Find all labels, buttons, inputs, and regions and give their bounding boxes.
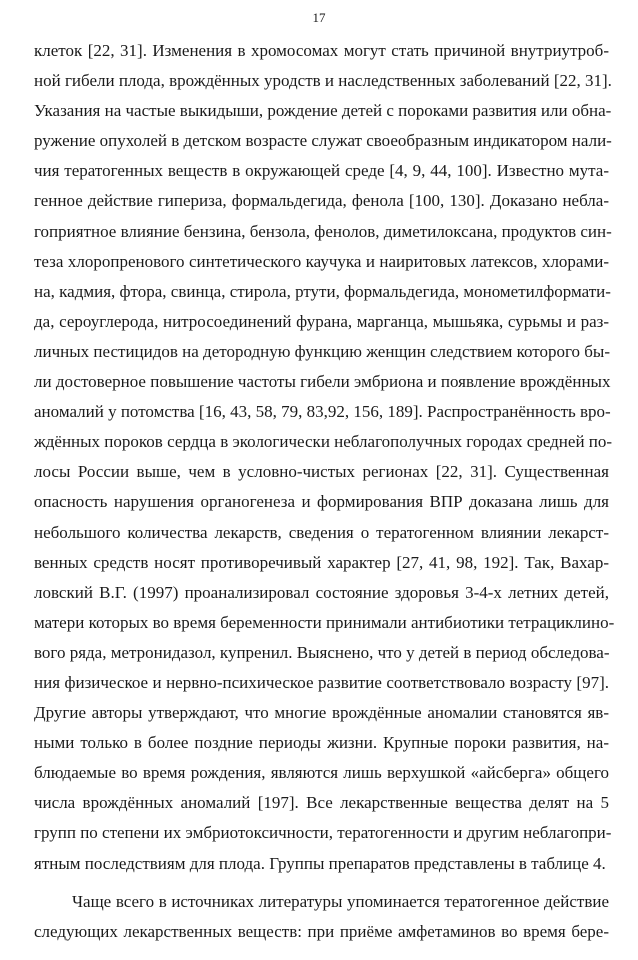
text-line: ли достоверное повышение частоты гибели эмбриона и появление врождённых bbox=[34, 372, 611, 392]
text-line: ружение опухолей в детском возрасте служат своеобразным индикатором нали- bbox=[34, 131, 612, 151]
text-line: гоприятное влияние бензина, бензола, фенолов, диметилоксана, продуктов син- bbox=[34, 221, 612, 241]
text-line: следующих лекарственных веществ: при приёме амфетаминов во время бере- bbox=[34, 921, 609, 941]
text-line: теза хлоропренового синтетического каучука и наиритовых латексов, хлорами- bbox=[34, 251, 609, 271]
text-line: ловский В.Г. (1997) проанализировал состояние здоровья 3-4-х летних детей, bbox=[34, 582, 609, 602]
text-line: числа врождённых аномалий [197]. Все лекарственные вещества делят на 5 bbox=[34, 793, 609, 813]
paragraph-gap bbox=[34, 879, 609, 887]
text-line: матери которых во время беременности принимали антибиотики тетрациклино- bbox=[34, 612, 615, 632]
text-line: венных средств носят противоречивый характер [27, 41, 98, 192]. Так, Вахар- bbox=[34, 552, 609, 572]
text-line: блюдаемые во время рождения, являются лишь верхушкой «айсберга» общего bbox=[34, 763, 609, 783]
text-line: аномалий у потомства [16, 43, 58, 79, 83,92, 156, 189]. Распространённость вро- bbox=[34, 402, 611, 422]
text-line: клеток [22, 31]. Изменения в хромосомах могут стать причиной внутриутроб- bbox=[34, 41, 609, 60]
text-line: небольшого количества лекарств, сведения о тератогенном влиянии лекарст- bbox=[34, 522, 609, 542]
page-number: 17 bbox=[312, 10, 326, 25]
text-line: опасность нарушения органогенеза и формирования ВПР доказана лишь для bbox=[34, 492, 609, 512]
text-line: лосы России выше, чем в условно-чистых регионах [22, 31]. Существенная bbox=[34, 462, 609, 482]
text-line: генное действие гипериза, формальдегида, фенола [100, 130]. Доказано небла- bbox=[34, 191, 609, 211]
text-line: ния физическое и нервно-психическое развитие соответствовало возрасту [97]. bbox=[34, 672, 609, 692]
text-line: да, сероуглерода, нитросоединений фурана, марганца, мышьяка, сурьмы и раз- bbox=[34, 311, 609, 331]
text-line: на, кадмия, фтора, свинца, стирола, ртути, формальдегида, монометилформати- bbox=[34, 281, 611, 301]
text-line: личных пестицидов на детородную функцию женщин следствием которого бы- bbox=[34, 341, 611, 361]
text-line: ными только в более поздние периоды жизни. Крупные пороки развития, на- bbox=[34, 733, 609, 753]
text-line: чия тератогенных веществ в окружающей среде [4, 9, 44, 100]. Известно мута- bbox=[34, 161, 609, 181]
text-line: групп по степени их эмбриотоксичности, тератогенности и другим неблагопри- bbox=[34, 823, 612, 843]
text-line: ятным последствиям для плода. Группы препаратов представлены в таблице 4. bbox=[34, 853, 606, 873]
text-line: Другие авторы утверждают, что многие врождённые аномалии становятся яв- bbox=[34, 703, 609, 723]
text-line: вого ряда, метронидазол, купренил. Выяснено, что у детей в период обследова- bbox=[34, 642, 610, 662]
text-line: ждённых пороков сердца в экологически неблагополучных городах средней по- bbox=[34, 432, 613, 452]
body-text bbox=[34, 36, 615, 947]
text-line: Указания на частые выкидыши, рождение детей с пороками развития или обна- bbox=[34, 101, 612, 121]
text-line: ной гибели плода, врождённых уродств и наследственных заболеваний [22, 31]. bbox=[34, 71, 612, 91]
text-line: Чаще всего в источниках литературы упоминается тератогенное действие bbox=[72, 891, 609, 911]
